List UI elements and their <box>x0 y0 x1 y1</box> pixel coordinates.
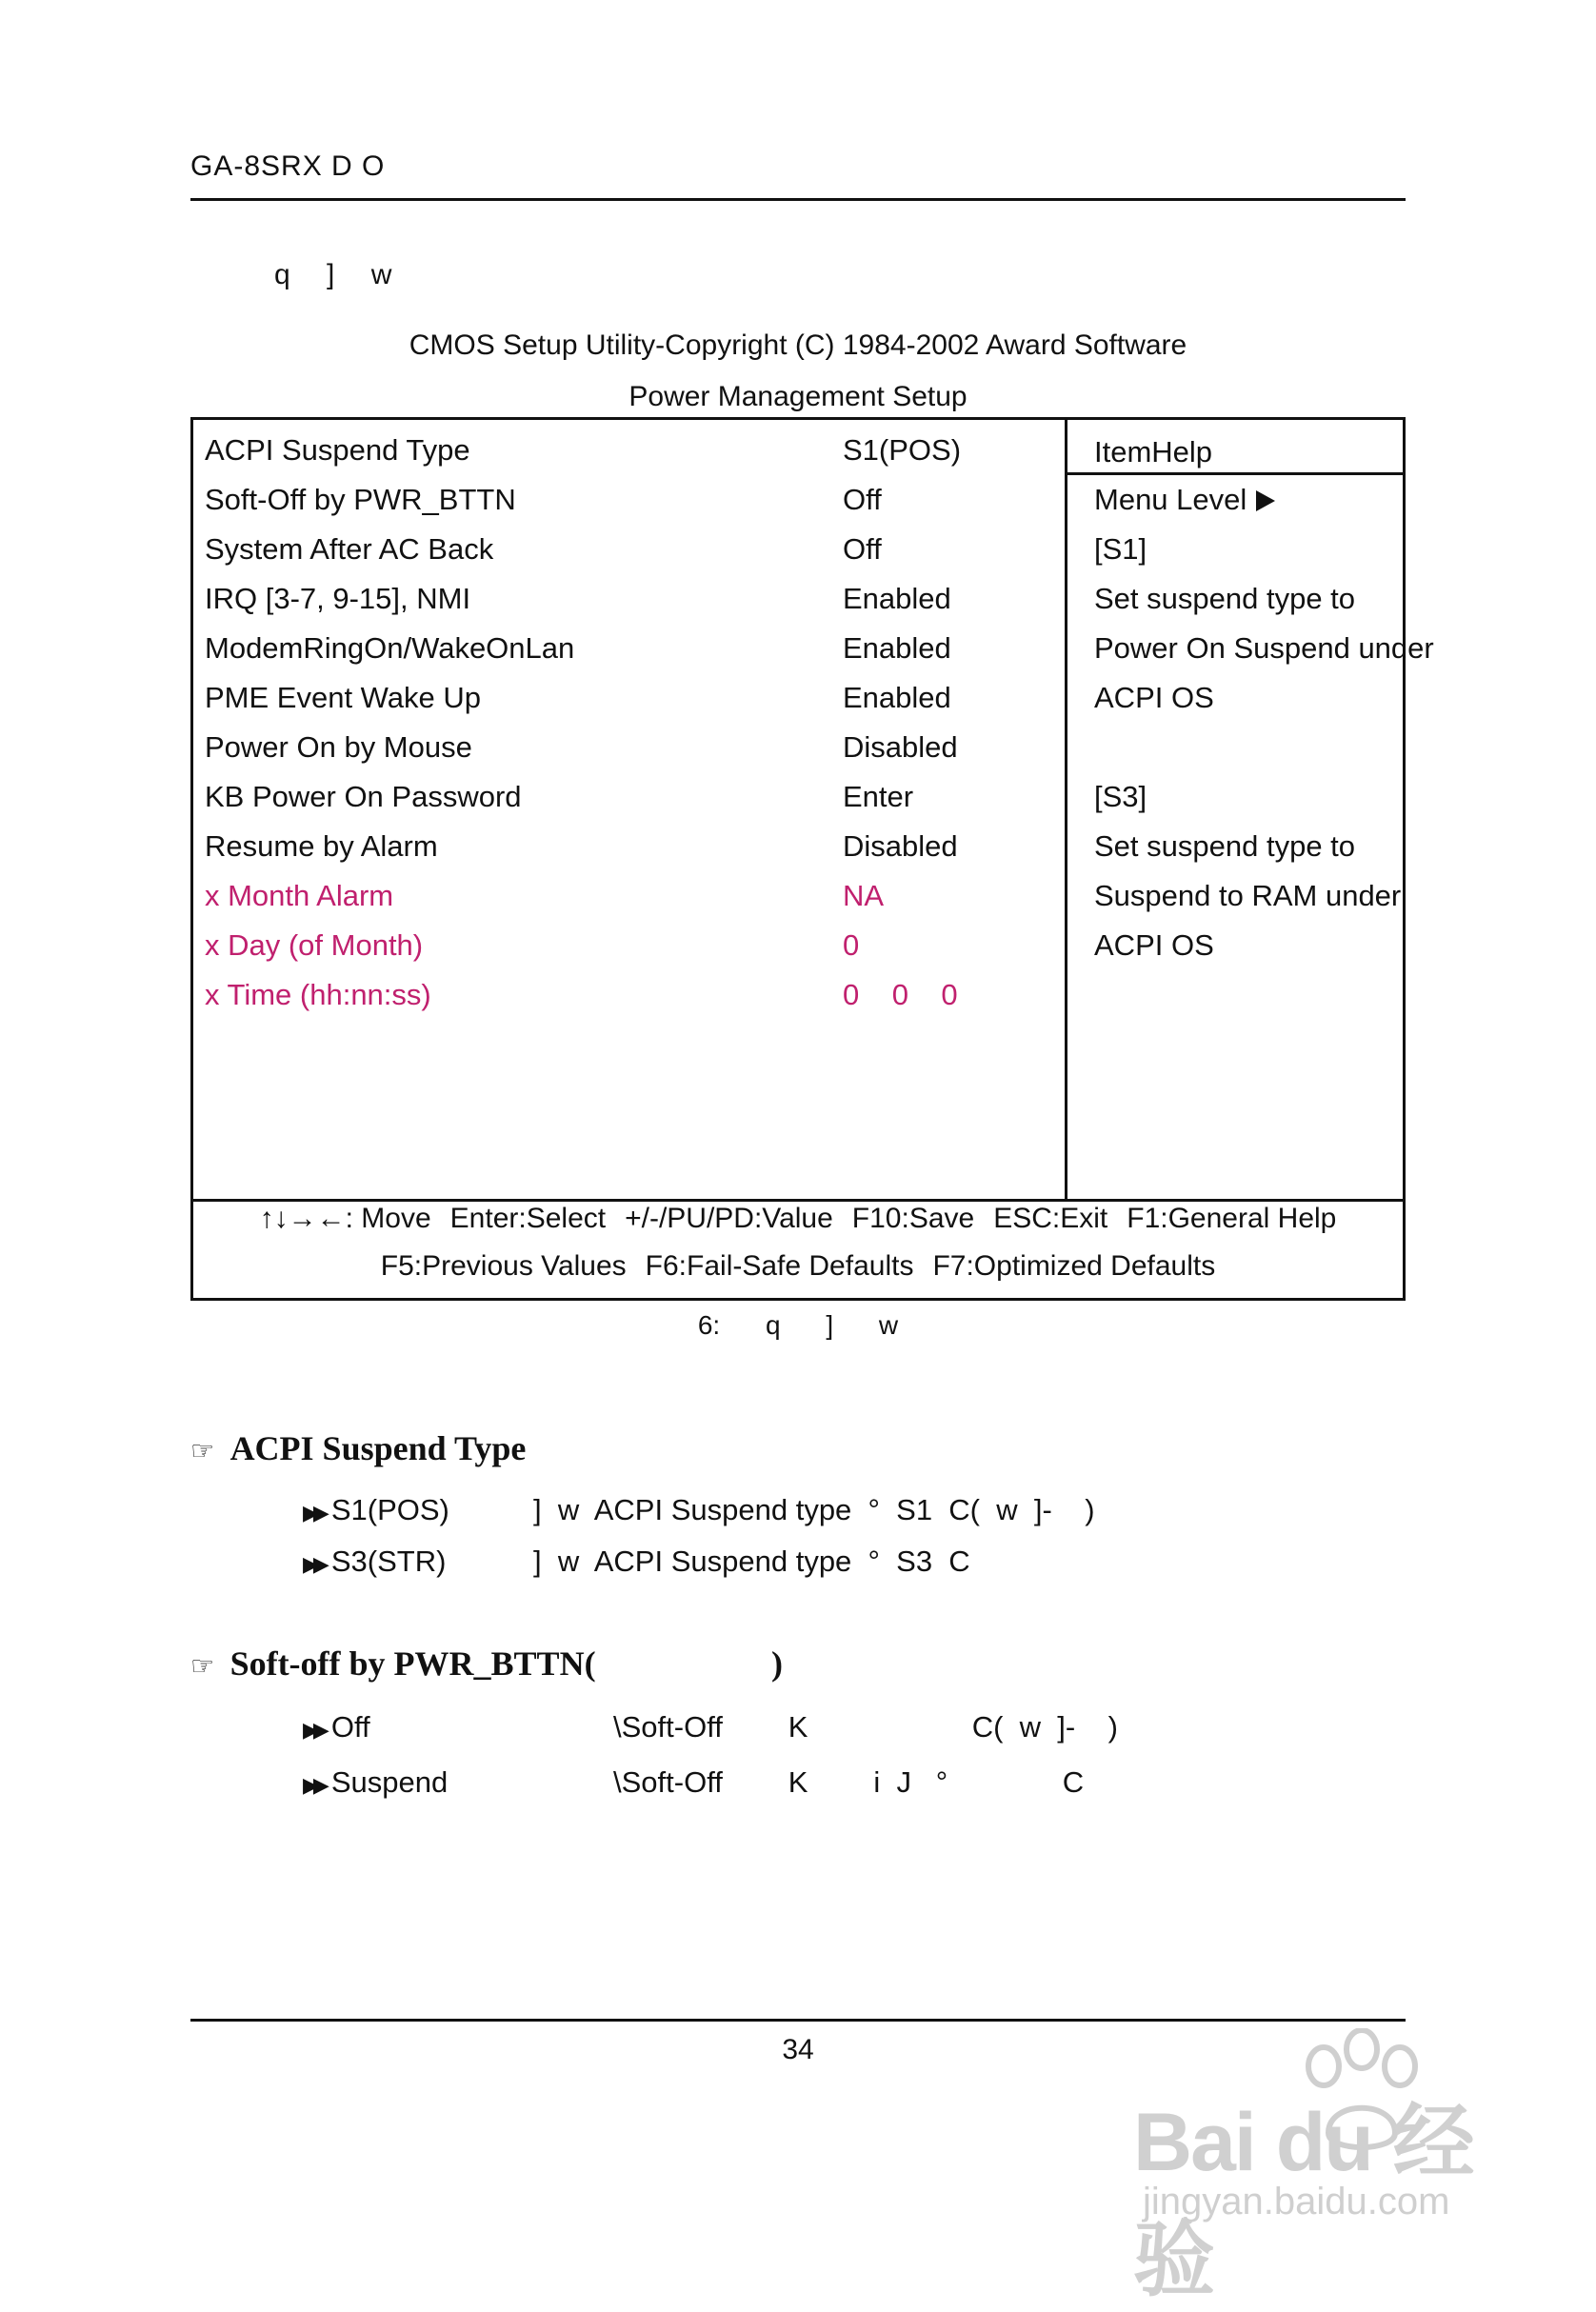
setting-label: IRQ [3-7, 9-15], NMI <box>205 582 471 615</box>
section-heading: q ] w <box>274 259 392 290</box>
setting-row[interactable] <box>205 532 882 567</box>
setting-label: x Time (hh:nn:ss) <box>205 978 431 1011</box>
help-line: Set suspend type to <box>1094 582 1356 615</box>
footer-key-hint: F5:Previous Values <box>380 1250 627 1282</box>
setting-row[interactable] <box>205 730 958 765</box>
figure-caption: 6: q ] w <box>697 1310 899 1340</box>
footer-keys-row2 <box>193 1250 1403 1283</box>
page-number: 34 <box>782 2034 814 2065</box>
setting-label: ModemRingOn/WakeOnLan <box>205 631 575 665</box>
setting-value: Enabled <box>843 681 951 714</box>
setting-label: Power On by Mouse <box>205 730 472 764</box>
option-name: Suspend <box>330 1765 449 1799</box>
option-item <box>303 1493 449 1527</box>
footer-rule <box>190 2019 1406 2022</box>
setting-value: Off <box>843 532 882 566</box>
setting-row <box>205 879 885 913</box>
setting-row[interactable] <box>205 829 958 864</box>
doc-header-title: GA-8SRX D O <box>190 150 386 182</box>
help-line: Power On Suspend under <box>1094 631 1434 665</box>
setting-row[interactable] <box>205 681 951 715</box>
footer-key-hint: F6:Fail-Safe Defaults <box>645 1250 914 1282</box>
setting-row[interactable] <box>205 780 914 814</box>
footer-keys-row1 <box>193 1203 1403 1235</box>
setting-label: PME Event Wake Up <box>205 681 482 714</box>
triangle-right-icon <box>1256 490 1275 511</box>
header-rule <box>190 198 1406 201</box>
help-header-rule <box>1067 472 1406 475</box>
setting-value: S1(POS) <box>843 433 962 467</box>
option-name: Off <box>330 1710 370 1744</box>
bios-screen <box>190 417 1434 1301</box>
pointing-hand-icon: ☞ <box>190 1650 215 1682</box>
footer-key-hint: F10:Save <box>851 1203 975 1234</box>
option-desc: \Soft-Off K i J ° C <box>613 1765 1085 1799</box>
setting-value: Enter <box>843 780 914 813</box>
help-line: ACPI OS <box>1094 928 1214 962</box>
column-divider <box>1065 420 1067 1199</box>
double-triangle-bullet-icon: ▶▶ <box>303 1502 324 1525</box>
setting-value: 0 0 0 <box>843 978 958 1011</box>
setting-value: 0 <box>843 928 860 962</box>
section-title-suffix: ) <box>771 1644 784 1683</box>
setting-row[interactable] <box>205 483 882 517</box>
help-line: ACPI OS <box>1094 681 1214 714</box>
option-desc: \Soft-Off K C( w ]- ) <box>613 1710 1118 1744</box>
watermark-logo: Bai du 经验 <box>1133 2097 1473 2306</box>
item-help-header: ItemHelp <box>1094 435 1213 468</box>
footer-key-hint: F1:General Help <box>1127 1203 1337 1234</box>
section-title: ACPI Suspend Type <box>229 1429 527 1467</box>
baidu-watermark <box>1133 2028 1514 2306</box>
double-triangle-bullet-icon: ▶▶ <box>303 1553 324 1577</box>
setting-value: Enabled <box>843 582 951 615</box>
footer-key-hint: +/-/PU/PD:Value <box>625 1203 833 1234</box>
setting-label: KB Power On Password <box>205 780 522 813</box>
help-line: Set suspend type to <box>1094 829 1356 863</box>
section-title: Soft-off by PWR_BTTN( <box>229 1644 596 1683</box>
setting-value: NA <box>843 879 885 912</box>
setting-row <box>205 928 860 963</box>
menu-level <box>1094 483 1275 517</box>
footer-key-hint: F7:Optimized Defaults <box>932 1250 1216 1282</box>
double-triangle-bullet-icon: ▶▶ <box>303 1719 324 1743</box>
footer-key-hint: ESC:Exit <box>993 1203 1108 1234</box>
double-triangle-bullet-icon: ▶▶ <box>303 1774 324 1798</box>
option-item <box>303 1710 370 1744</box>
option-desc: ] w ACPI Suspend type ° S3 C <box>533 1545 970 1578</box>
setting-row <box>205 978 958 1012</box>
option-item <box>303 1765 448 1800</box>
section-acpi <box>190 1428 526 1468</box>
footer-key-hint: ↑↓→←: Move <box>259 1203 431 1234</box>
setting-row[interactable] <box>205 582 951 616</box>
setting-label: System After AC Back <box>205 532 494 566</box>
help-line: [S1] <box>1094 532 1147 566</box>
setting-label: Soft-Off by PWR_BTTN <box>205 483 516 516</box>
setting-row[interactable] <box>205 433 962 468</box>
menu-level-label: Menu Level <box>1094 483 1247 516</box>
help-line: [S3] <box>1094 780 1147 813</box>
setting-value: Off <box>843 483 882 516</box>
option-name: S1(POS) <box>330 1493 449 1526</box>
pointing-hand-icon: ☞ <box>190 1435 215 1466</box>
setting-value: Enabled <box>843 631 951 665</box>
watermark-url: jingyan.baidu.com <box>1143 2181 1450 2222</box>
help-line: Suspend to RAM under <box>1094 879 1402 912</box>
bios-screen-title: Power Management Setup <box>628 381 968 412</box>
setting-row[interactable] <box>205 631 951 666</box>
footer-divider <box>193 1199 1403 1202</box>
setting-label: ACPI Suspend Type <box>205 433 470 467</box>
setting-label: Resume by Alarm <box>205 829 438 863</box>
setting-value: Disabled <box>843 730 958 764</box>
option-name: S3(STR) <box>330 1545 447 1578</box>
option-desc: ] w ACPI Suspend type ° S1 C( w ]- ) <box>533 1493 1095 1526</box>
option-item <box>303 1545 446 1579</box>
setting-label: x Month Alarm <box>205 879 394 912</box>
setting-label: x Day (of Month) <box>205 928 424 962</box>
section-soft-off <box>190 1644 783 1684</box>
bios-utility-title: CMOS Setup Utility-Copyright (C) 1984-2002 Award Software <box>409 329 1187 361</box>
footer-key-hint: Enter:Select <box>449 1203 607 1234</box>
setting-value: Disabled <box>843 829 958 863</box>
